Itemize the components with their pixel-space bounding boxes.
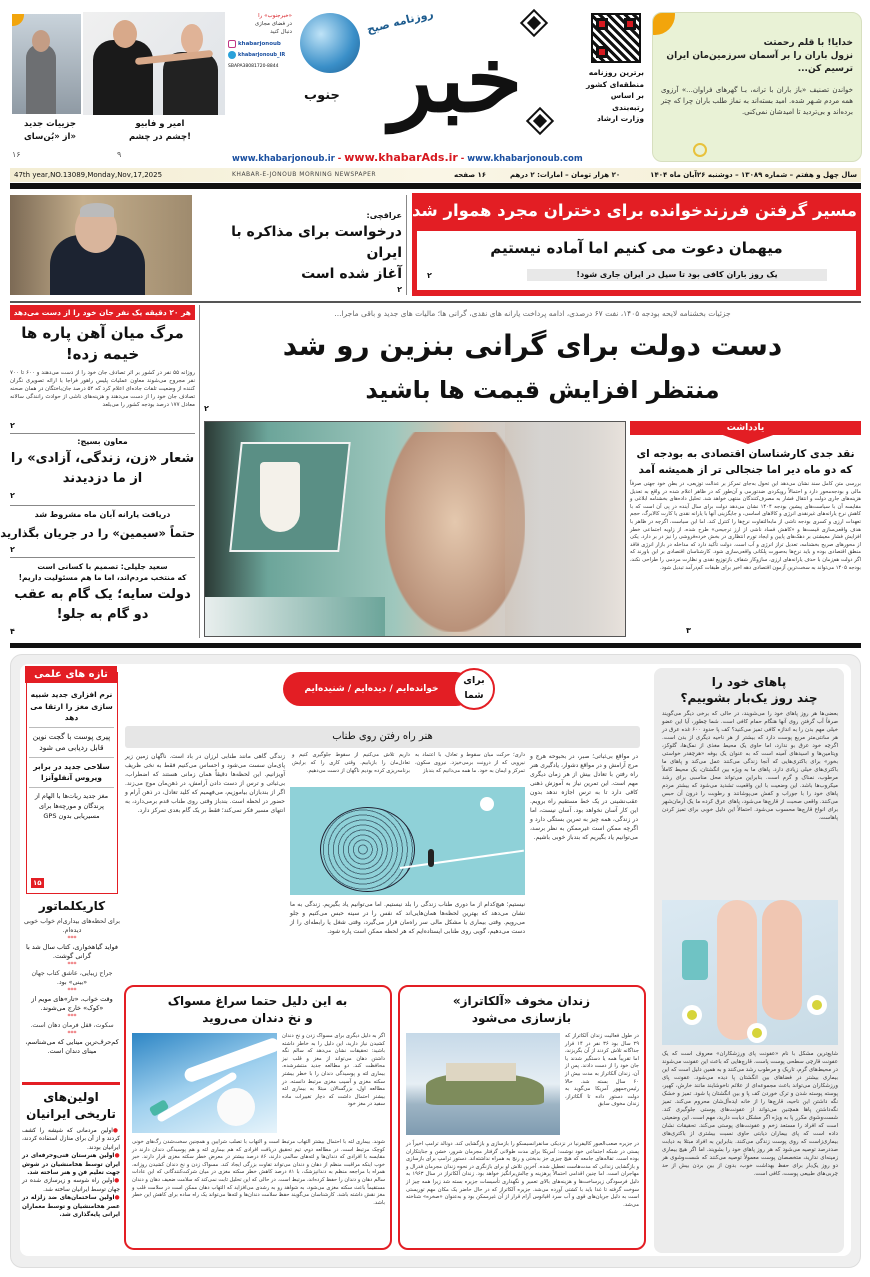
- separator: ***: [67, 987, 77, 994]
- page-number: ۲: [10, 545, 15, 554]
- bullet-icon: ●: [114, 1195, 120, 1202]
- teaser-page-number: ۱۶: [12, 150, 21, 159]
- basij-kicker: معاون بسیج:: [77, 437, 128, 446]
- teaser-photo-bonsai: [12, 14, 81, 114]
- teaser-football[interactable]: امیر و فابیو چشم در چشم!: [129, 119, 191, 142]
- url-link[interactable]: www.khabarjonoub.ir: [232, 154, 335, 164]
- sub-kicker: یک روز باران کافی بود تا سیل در ایران جاری شود!: [527, 269, 827, 281]
- page-number: ۲: [204, 404, 209, 413]
- page-number-badge: ۱۵: [33, 879, 42, 887]
- dateline-english: 47th year,NO.13089,Monday,Nov,17,2025: [14, 171, 163, 179]
- suicide-headline[interactable]: مرگ میان آهن پاره ها خیمه زده!: [21, 324, 184, 363]
- araghchi-story[interactable]: [196, 210, 402, 295]
- prayer-body: خواندن تصنیف «باز باران با ترانه، بـا گهرهای فراوان...» آرزوی همه مردم شـهر شده. امید بسته‌اند به نماز طلب باران چرا که چتر برده‌اند و بی‌تردید تا امیدشان نمی‌کنی.: [661, 86, 853, 116]
- page-number: ۳: [686, 626, 691, 635]
- page-number: ۲: [397, 285, 402, 294]
- bullet-icon: ●: [114, 1178, 120, 1185]
- divider: [10, 557, 195, 558]
- dateline-bar: [10, 168, 861, 182]
- caricature-title: کاریکلماتور: [38, 899, 106, 913]
- masthead: [0, 0, 870, 168]
- caricature-item: کم‌حرف‌ترین مینایی که می‌شناسم، مینای دندان است.: [25, 1038, 119, 1055]
- science-list: [29, 686, 114, 824]
- araghchi-photo: [10, 195, 192, 295]
- caricature-item: برای لحظه‌های بیداری‌ام خواب خوبی دیده‌ام.: [24, 918, 120, 934]
- dateline-persian: سال چهل و هفتم – شماره ۱۳۰۸۹ – دوشنبه ۲۶آبان ماه ۱۴۰۴: [650, 171, 857, 179]
- orange-corner-decoration: [652, 12, 675, 35]
- science-item[interactable]: نرم افزاری جدید شبیه سازی مغز را ارتقا می دهد: [29, 686, 114, 728]
- firsts-item: ●اولین مردمانی که شیشه را کشف کردند و از آن برای منازل استفاده کردند، ایرانیان بودند.: [22, 1128, 120, 1151]
- ranking-text: برترین روزنامه منطقه‌ای کشور بر اساس رتبه‌بندی وزارت ارشاد: [585, 68, 644, 123]
- separator: ***: [67, 961, 77, 968]
- divider: [10, 643, 861, 648]
- science-box: [26, 669, 118, 894]
- globe-icon: [300, 13, 360, 73]
- araghchi-kicker: عراقچی:: [366, 211, 402, 220]
- for-you-badge: [283, 668, 498, 710]
- alcatraz-headline: زندان مخوف «آلکاتراز» بازسازی می‌شود: [452, 994, 591, 1025]
- page-number: ۲: [427, 271, 432, 280]
- qr-code: [591, 13, 641, 63]
- caricature-item: جراح زیبایی، عاشق کتاب جهان «بینی» بود.: [31, 970, 113, 986]
- firsts-section: [22, 1089, 120, 1219]
- suicide-banner: هر ۲۰ دقیقه یک نفر جان خود را از دست می‌دهد: [10, 305, 195, 320]
- telegram-icon: [228, 51, 236, 59]
- dateline-paper-name: KHABAR-E-JONOUB MORNING NEWSPAPER: [232, 171, 377, 178]
- suicide-body: روزانه ۵۵ نفر در کشور بر اثر تصادف جان خود را از دست می‌دهند و ۶۰۰ تا ۷۰۰ نفر مجروح می‌شوند معاون عملیات پلیس راهور فراجا با ارائه تصویری نگران کننده از وضعیت تلفات جاده‌ای اعلام کرد که ۵۲ درصد جان‌باختگان در همان صحنه تصادف جان خود را از دست می‌دهند و هزینه‌های ناشی از حوادث رانندگی سالانه معادل ۱۷۷ درصد بودجه کشور را می‌بلعد: [10, 370, 196, 408]
- caricature-section: [22, 898, 122, 1056]
- divider: [22, 1082, 120, 1085]
- column-divider: [199, 305, 200, 638]
- feet-photo: [662, 900, 838, 1045]
- url-link[interactable]: www.khabarAds.ir: [344, 151, 458, 164]
- jalili-kicker: سعید جلیلی: تصمیم با کسانی است که منتخب مردم‌اند، اما ما هم مسئولیت داریم!: [18, 562, 187, 582]
- prayer-box: [652, 12, 862, 162]
- for-you-lower-text: نیستیم؛ هیچ‌کدام از ما دوری طناب زندگی را بلد نیستیم. اما می‌توانیم یاد بگیریم. زندگی به ما نشان می‌دهد که بهترین لحظه‌ها همان‌هایی‌اند که نفس را در سینه حبس می‌کنیم و جلو می‌رویم. وقتی بیماری یا مشکل مالی سر راه‌مان قرار می‌گیرد، وقتی شغل یا رابطه‌ای را از دست می‌دهیم، گویی روی طنابی ایستاده‌ایم که هر لحظه ممکن است پاره شود.: [290, 901, 525, 935]
- for-you-col: داریم تلاش می‌کنیم از سقوط جلوگیری کنیم و تعادل‌مان را بازیابیم. وقتی کاری را که برایش برنامه‌ریزی کرده بودیم ناگهان از دست می‌دهیم.: [292, 752, 410, 774]
- divider: [10, 183, 861, 189]
- caricature-item: فواید گیاهخواری، کتاب سال شد با گرانی گوشت.: [26, 943, 118, 960]
- note-body: بررسی متن کامل سند نشان می‌دهد این تحول به‌جای تمرکز بر عدالت توزیعی، در بطن خود جهتی صرفاً مالی و بودجه‌محور دارد و احتمالاً رویکردی ضدتورمی و آن‌طور که در ظاهر اعلام شده در واقع به تعدیل هزینه‌های جاری دولت و انتقال فشار به مصرف‌کنندگان منتهی خواهد شد. تحلیل داده‌های بخشنامه ابلاغی و مقایسه آن با سیاست‌های پیشین بودجه ۱۴۰۴ نشان می‌دهد دولت برای سال آینده در پی آن است که با کاهش نرخ یارانه‌های غیرنقدی انرژی و کالاهای اساسی، و جایگزینی آنها با یارانه نقدی یا کارت کالابرگ، حجم تعهدات ارزی و کسری بودجه ناشی از مابه‌التفاوت نرخ‌ها را کنترل کند. اما این سیاست، اگرچه در ظاهر با هدف واقعی‌سازی قیمت‌ها و «کاهش فساد ناشی از ارز ترجیحی» طرح شده، از زاویه اجتماعی خطر افزایش فشار معیشتی بر دهک‌های پایین و ایجاد تورم انتظاری در بخش خرده‌فروشی را نیز در بر دارد. یکی از محورهای صریح بخشنامه، تعدیل تراز انرژی و آب است. دولت تأکید دارد که مداخله در بازار انرژی فاقد منطق اقتصادی بوده و باید نرخ‌ها به‌صورت پلکانی واقعی‌سازی شود. کارشناسان اقتصادی بر این باورند که اگر دولت هم‌زمان با حذف یارانه‌های ارزی، سازوکار شفاف بازتوزیع نقدی و نظارت مردمی را طراحی نکند، بودجه ۱۴۰۵ می‌تواند به سخت‌ترین آزمون اقتصادی دهه اخیر برای طبقات کم‌درآمد تبدیل شود.: [630, 481, 862, 571]
- main-kicker: جزئیات بخشنامه لایحه بودجه ۱۴۰۵، نفت ۶۷ درصدی، ادامه پرداخت یارانه های نقدی، گرانی ها؛ مالیات های جدید و باقی ماجرا...: [334, 309, 731, 318]
- science-item[interactable]: پیری پوست با گجت نوین قابل ردیابی می شود: [29, 728, 114, 758]
- url-line: www.khabarjonoub.ir - www.khabarAds.ir - www.khabarjonoub.com: [232, 151, 583, 164]
- for-you-col: داری؛ حرکت میان سقوط و تعادل، با اعتماد به نیرویی که از درونت برمی‌خیزد. نیروی سکون، تمرکز و ایمان به خود. ما همه می‌دانیم که بندباز: [415, 752, 525, 774]
- firsts-item: ●اولین هنرستان فنی‌وحرفه‌ای در ایران توسط هخامنشیان در شوش جهت تعلیم فن و هنر ساخته شد.: [22, 1153, 120, 1177]
- teaser-bonsai[interactable]: جزییات جدید از «بُن‌سای»: [24, 119, 76, 142]
- alcatraz-body-2: در جزیره صعب‌العبور کالیفرنیا در نزدیکی سانفرانسیسکو را بازسازی و بازگشایی کند. دونالد ترامپ اخیراً در پستی در شبکه اجتماعی خود نوشت: آمریکا برای مدت طولانی گرفتار مجرمان شرور، خشن و جنایتکاران بوده است. تفاله‌های جامعه که هیچ چیزی جز بدبختی و رنج به همراه نداشته‌اند. دستور ترامپ برای بازسازی و بازگشایی زندانی که مدت‌هاست تعطیل شده. آخرین تلاش او برای بازنگری در نحوه زندان مجرمان فدرال و مهاجران است. اما چنین اقدامی احتمالاً پرهزینه و چالش‌برانگیز خواهد بود. زندان آلکاتراز در سال ۱۹۶۳ به دلیل فرسودگی زیرساخت‌ها و هزینه‌های بالای تعمیر و نگهداری تأسیسات جزیره بسته شد زیرا همه چیز از سوخت گرفته تا غذا باید با کشتی آورده می‌شد. جزیره آلکاتراز که در حال حاضر یک مکان مهم توریستی است به دلیل جریان‌های قوی و آب سرد اقیانوس آرام قرار از آن غیرممکن بود و به‌عنوان «صخره» شناخته می‌شد.: [406, 1141, 639, 1208]
- caricature-item: وقت خواب، «تار»های مویم از «کوک» خارج می‌شوند.: [31, 995, 113, 1012]
- walker-figure: [428, 849, 434, 867]
- main-headline-2[interactable]: منتظر افزایش قیمت ها باشید: [365, 376, 720, 404]
- feet-box[interactable]: [654, 668, 844, 1253]
- note-headline: نقد جدی کارشناسان اقتصادی به بودجه ای که دو ماه دیر اما جنجالی تر از همیشه آمد: [636, 448, 855, 476]
- prayer-title: خدایا! با قلم رحمتت نزول باران را بر آسمان سرزمین‌مان ایران ترسیم کن...: [666, 38, 853, 74]
- iban: SBAPA38081720-8844: [228, 64, 279, 69]
- science-item[interactable]: سلاحی جدید در برابر ویروس آنفلوآنزا: [29, 758, 114, 788]
- teaser-photo-football: [83, 12, 225, 115]
- page-number: ۲: [10, 421, 15, 430]
- for-you-pill-text: خوانده‌ایم / دیده‌ایم / شنیده‌ایم: [304, 684, 439, 694]
- logo-tagline: روزنامه صبح: [365, 6, 435, 37]
- feet-body-2: شایع‌ترین مشکل با نام «عفونت پای ورزشکاران» معروف است که یک عفونت قارچی سطحی پوست پاست. قارچ‌هایی که باعث این عفونت می‌شوند در محیط‌های گرم، تاریک و مرطوب رشد می‌کنند و به همین دلیل است که این بیماری بیشتر در فضاهای بین انگشتان پا دیده می‌شود. عفونت پای ورزشکاران می‌تواند باعث مجموعه‌ای از علائم ناخوشایند مانند خارش، کهیر، پوسته پوسته شدن و ترک خوردن کف پا و بین انگشتان پا شود. تمیز و خشک نگه داشتن این ناحیه، قارچ‌ها را از خانه ایده‌آل‌شان محروم می‌کند. تمیز نگه‌داشتن پاها همچنین می‌تواند از عفونت‌های پوستی جلوگیری کند. شست‌وشوی مکرر پا به ویژه اگر مشکل دیابت دارید، مهم است. این وضعیتی است که افراد را مستعد زخم و عفونت‌های پوستی می‌کند. تحقیقات نشان داده است که پای بیماران دیابتی حاوی نسبت بیشتری از باکتری‌های بیماری‌زاست که روی پوست زندگی می‌کنند. بنابراین به افراد مبتلا به دیابت صددرصد توصیه می‌شود که هر روز پاهای خود را بشویند. اما اگر هیچ بیماری زمینه‌ای ندارید، متخصصان پوست معمولاً توصیه می‌کنند که شست‌وشوی هر دو روز یک‌بار برای حفظ بهداشت خوب، بدون از بین بردن بیش از حد چربی‌های طبیعی پوست، کافی است.: [661, 1051, 838, 1177]
- tightrope-illustration: [290, 787, 525, 895]
- logo-sub: جنوب: [300, 87, 344, 105]
- bullet-icon: ●: [112, 1128, 120, 1134]
- column-divider: [406, 195, 407, 295]
- divider: [10, 301, 861, 303]
- top-story-sub-box: [417, 231, 856, 290]
- alcatraz-box[interactable]: [398, 985, 646, 1250]
- social-box: «خبرجنوب» را در فضای مجازی دنبال کنید khabarjonoub khabarjonoub_IR SBAPA38081720-8844: [228, 13, 292, 69]
- page-number: ۴: [10, 627, 15, 636]
- separator: ***: [67, 1013, 77, 1020]
- firsts-list: [22, 1127, 120, 1219]
- separator: ***: [67, 935, 77, 942]
- divider: [10, 505, 195, 506]
- dateline-price: ۲۰ هزار تومان – امارات: ۲ درهم: [510, 171, 621, 179]
- toothbrush-headline: به این دلیل حتما سراغ مسواک و نخ دندان می‌روید: [167, 994, 348, 1025]
- left-column: [0, 305, 196, 638]
- toothbrush-photo: [132, 1033, 277, 1133]
- decorative-circle: [693, 143, 707, 157]
- feet-headline: پاهای خود را چند روز یک‌بار بشوییم؟: [680, 675, 818, 705]
- subsidy-headline[interactable]: حتماً «سیمین» را در جریان بگذارید: [0, 526, 195, 540]
- divider: [10, 433, 195, 434]
- toothbrush-body: اگر به دلیل دیگری برای مسواک زدن و نخ دندان کشیدن نیاز دارید، این دلیل را به خاطر داشته باشید: تحقیقات نشان می‌دهد که سالم نگه داشتن دهان می‌تواند از مغز و قلب نیز محافظت کند. دو مطالعه جدید منتشرشده، بیماری لثه و پوسیدگی دندان را با خطر بیشتر سکته مغزی و آسیب مغزی مرتبط دانسته. در مطالعه اول، بزرگسالان مبتلا به بیماری لثه بیشتر احتمال داشت که دچار تغییرات ماده سفید در مغز خود: [282, 1033, 385, 1108]
- for-you-circle-text: برای شما: [463, 675, 485, 701]
- for-you-col: در مواقع بی‌ثباتی؛ صبر، در بحبوحه هرج و مرج آرامش و در مواقع دشوار، یادگیری هنر راه رفتن با تعادل بیش از هر زمان دیگری مهم است. این تمرین نیاز به آموزش ذهنی کافی دارد تا به ترس اجازه ندهد بدون عقب‌نشینی در یک خط مستقیم راه برویم. این کار آسان نخواهد بود. آسان نیست، اما در زندگی، همه چیز به تمرین بستگی دارد و اگرچه ممکن است غیرممکن به نظر برسد، می‌توانیم یاد بگیریم که بندباز خوبی باشیم.: [530, 753, 638, 841]
- firsts-title: اولین‌های تاریخی ایرانیان: [26, 1090, 116, 1121]
- page-number: ۲: [10, 491, 15, 500]
- science-title: تازه های علمی: [25, 666, 117, 683]
- note-label-arrow: [720, 434, 776, 444]
- top-story-headline: مسیر گرفتن فرزندخوانده برای دختران مجرد هموار شد: [411, 201, 857, 220]
- caricature-item: سکوت، قفل فرمان دهان است.: [30, 1022, 114, 1029]
- jalili-headline[interactable]: دولت سایه؛ یک گام به عقب دو گام به جلو!: [14, 587, 191, 622]
- for-you-col: زندگی گاهی مانند طنابی لرزان در باد است. ناگهان زمین زیر پای‌مان سست می‌شود و احساس می‌کنیم فقط به نخی ظریف آویزانیم. این لحظه‌ها دقیقاً همان زمانی هستند که اضطراب، بی‌ثباتی و ترس از دست دادن آرامش، در ذهن‌مان موج می‌زند. اگر از بندبازان بیاموزیم، می‌فهمیم که کلید تعادل، در ذهن آرام و حضور در لحظه است. بندباز وقتی روی طناب قدم برمی‌دارد، به انتهای مسیر فکر نمی‌کند؛ فقط بر یک گام بعدی تمرکز دارد.: [125, 753, 285, 814]
- firsts-item: ●اولین راه شوسه و زیرسازی شده در جهان توسط ایرانیان ساخته شد.: [22, 1178, 120, 1193]
- dateline-pages: ۱۶ صفحه: [454, 171, 487, 179]
- bullet-icon: ●: [114, 1153, 120, 1160]
- instagram-handle[interactable]: khabarjonoub: [238, 41, 281, 47]
- top-story-box[interactable]: [412, 193, 861, 296]
- firsts-item: ●اولین ساختمان‌های ضد زلزله در عصر هخامنشیان و توسط معماران ایرانی پایه‌گذاری شد.: [22, 1195, 120, 1219]
- newspaper-logo: [296, 5, 558, 145]
- rope: [400, 850, 524, 869]
- toothbrush-box[interactable]: [124, 985, 392, 1250]
- araghchi-headline: درخواست برای مذاکره با ایران آغاز شده است: [231, 224, 402, 282]
- sub-headline: میهمان دعوت می کنیم اما آماده نیستیم: [490, 239, 783, 257]
- alcatraz-photo: [406, 1033, 560, 1135]
- main-headline[interactable]: دست دولت برای گرانی بنزین رو شد: [282, 329, 783, 362]
- toothbrush-body-2: شوند. بیماری لثه با احتمال بیشتر التهاب مرتبط است و التهاب با تصلب شرایین و همچنین سخت‌شدن رگ‌های خونی کوچک مرتبط است. در مطالعه دوم، تیم تحقیق دریافت افرادی که هم بیماری لثه و هم پوسیدگی دندان دارند در مقایسه با افرادی که دندان‌ها و لثه‌های سالمی دارند، ۸۶ درصد بیشتر در معرض خطر سکته مغزی قرار دارند. خبر خوب اینکه مراقبت منظم از دهان و دندان می‌تواند تفاوت بزرگی ایجاد کند. مسواک زدن و نخ دندان کشیدن روزانه، همراه با مراجعه منظم به دندانپزشک، با ۸۱ درصد کاهش خطر سکته مغزی در میان شرکت‌کنندگانی که این عادات سالم دهان و دندان را حفظ کرده‌اند، مرتبط است. در حالی که این تحلیل ثابت نمی‌کند که سلامت ضعیف دهان و دندان مستقیماً باعث سکته مغزی می‌شود، به شواهد رو به رشدی می‌افزاید که التهاب دهان ممکن است در سلامت قلب و مغز نقش داشته باشد. کارشناسان می‌گویند حفظ سلامت دندان‌ها و لثه‌ها می‌تواند یک راه ساده برای کاهش این خطر باشد.: [132, 1139, 385, 1206]
- url-link[interactable]: www.khabarjonoub.com: [467, 154, 583, 164]
- logo-word: خبر: [389, 27, 523, 133]
- alcatraz-body: در طول فعالیت زندان آلکاتراز که ۲۹ سال بود ۳۶ نفر در ۱۴ فرار جداگانه تلاش کردند از آن بگریزند، اما تقریباً همه یا دستگیر شدند یا جان خود را از دست دادند. پس از آن، زندان آلکاتراز به مدت بیش از ۶۰ سال بسته شد. حالا رئیس‌جمهور آمریکا می‌گوید به دولت دستور داده تا آلکاتراز، زندان مخوف سابق: [565, 1033, 640, 1108]
- subsidy-kicker: دریافت یارانه آبان ماه مشروط شد: [34, 510, 171, 519]
- separator: ***: [67, 1030, 77, 1037]
- orange-corner-decoration: [12, 14, 24, 26]
- telegram-handle[interactable]: khabarjonoub_IR: [238, 52, 286, 58]
- note-section[interactable]: [630, 421, 861, 637]
- instagram-icon: [228, 40, 236, 48]
- basij-headline[interactable]: شعار «زن، زندگی، آزادی» را از ما دزدیدند: [10, 451, 195, 486]
- moon-shape: [480, 797, 494, 811]
- tangled-ball: [320, 807, 415, 892]
- science-item[interactable]: مغز جدید ربات‌ها با الهام از پرندگان و مورچه‌ها برای مسیریابی بدون GPS: [34, 791, 109, 820]
- main-story-photo: [204, 421, 626, 637]
- feet-body: بعضی‌ها هر روز پاهای خود را می‌شویند، در حالی که برخی دیگر می‌گویند صرفاً آب گرفتن روی آنها هنگام حمام کافی است. شما چطور، آیا این عضو خیلی مهم بدن را به اندازه کافی تمیز می‌کنید؟ کف پا حدود ۶۰۰ غده عرق در هر سانتی‌متر مربع پوست دارد که بیشتر از هر ناحیه دیگری از بدن است. اگرچه خود عرق بو ندارد، اما حاوی یک محیط مغذی از نمک‌ها، گلوکز، ویتامین‌ها و اسیدهای آمینه است که به عنوان یک بوفه «هرچقدر خواستی بخور» برای باکتری‌هایی که آنجا زندگی می‌کنند عمل می‌کند و پاهای ما باکتری‌های خیلی زیادی دارد. پاهای ما به ویژه بین انگشتان، یک محیط کاملاً مرطوب، نمناک و گرم است. بنابراین می‌تواند محل مناسبی برای رشد میکروب‌ها باشد. این وضعیت با این واقعیت تشدید می‌شود که بیشتر مردم پاهای خود را با جوراب و کفش می‌پوشانند و رطوبت را درون آن حبس می‌کنند. واقعی صحبت از قارچ‌ها می‌شود، پاهای عرق کرده ما یک آرمان‌شهر برای انواع قارچ‌ها محسوب می‌شود. احتمالاً این دلیل خوبی برای تمیز کردن پاهاست.: [662, 711, 838, 821]
- for-you-section-title: هنر راه رفتن روی طناب: [125, 726, 640, 748]
- teaser-page-number: ۹: [117, 150, 122, 159]
- note-label: یادداشت: [726, 423, 765, 433]
